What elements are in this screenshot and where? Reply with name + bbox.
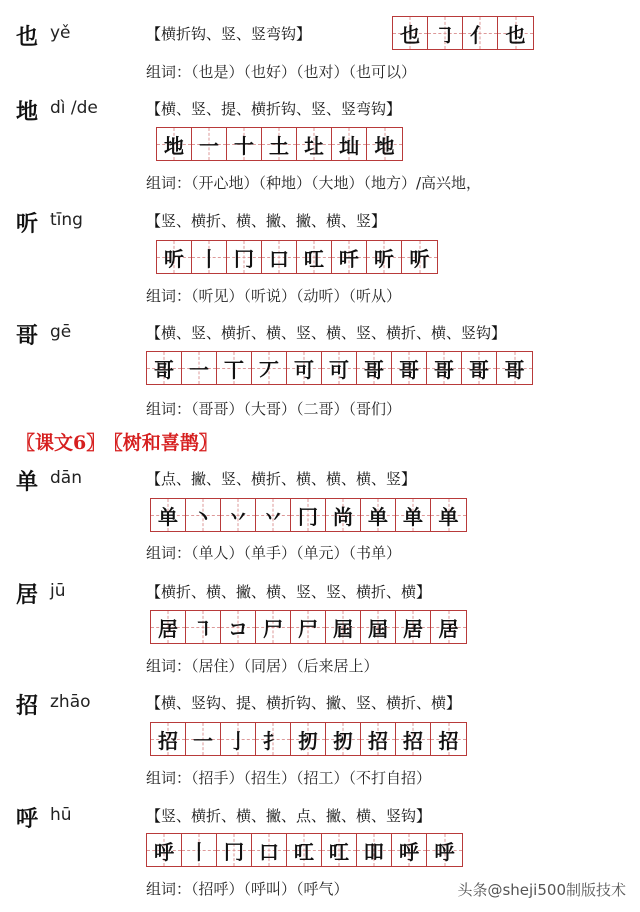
entry-strokes: 【横、竖、提、横折钩、竖、竖弯钩】	[146, 100, 402, 118]
stroke-grid	[150, 610, 467, 644]
stroke-grid	[150, 498, 467, 532]
stroke-step: 地	[367, 128, 402, 160]
entry-pinyin: zhāo	[50, 692, 91, 712]
stroke-step: 圵	[297, 128, 332, 160]
stroke-grid	[146, 833, 463, 867]
entry-strokes: 【横折、横、撇、横、竖、竖、横折、横】	[146, 583, 432, 601]
entry-words: 组词：（招手）（招生）（招工）（不打自招）	[146, 769, 432, 787]
entry-strokes: 【横、竖、横折、横、竖、横、竖、横折、横、竖钩】	[146, 324, 507, 342]
stroke-step: 可	[287, 352, 322, 384]
stroke-step: 哥	[392, 352, 427, 384]
stroke-step: 招	[396, 723, 431, 755]
stroke-step: 也	[393, 17, 428, 49]
entry-words: 组词：（哥哥）（大哥）（二哥）（哥们）	[146, 400, 402, 418]
entry-words: 组词：（居住）（同居）（后来居上）	[146, 657, 379, 675]
entry-character: 招	[16, 693, 39, 719]
stroke-step: 招	[431, 723, 466, 755]
stroke-step: 丅	[217, 352, 252, 384]
stroke-step: 丷	[221, 499, 256, 531]
stroke-step: コ	[221, 611, 256, 643]
entry-words: 组词：（开心地）（种地）（大地）（地方）/高兴地，	[146, 174, 482, 192]
stroke-step: 招	[151, 723, 186, 755]
watermark: 头条@sheji500制版技术	[457, 881, 626, 899]
entry-pinyin: tīng	[50, 210, 83, 230]
stroke-step: 冂	[217, 834, 252, 866]
entry-pinyin: dān	[50, 468, 82, 488]
stroke-step: 单	[431, 499, 466, 531]
stroke-step: 单	[396, 499, 431, 531]
entry-words: 组词：（招呼）（呼叫）（呼气）	[146, 880, 349, 898]
stroke-step: 听	[157, 241, 192, 273]
stroke-step: 尸	[256, 611, 291, 643]
stroke-step: 圸	[332, 128, 367, 160]
stroke-step: 一	[186, 723, 221, 755]
stroke-step: 扌	[256, 723, 291, 755]
stroke-step: 吀	[332, 241, 367, 273]
stroke-step: 口	[262, 241, 297, 273]
entry-character: 呼	[16, 806, 39, 832]
stroke-step: 叿	[297, 241, 332, 273]
entry-words: 组词：（也是）（也好）（也对）（也可以）	[146, 63, 417, 81]
stroke-step: 叿	[287, 834, 322, 866]
entry-strokes: 【横折钩、竖、竖弯钩】	[146, 25, 312, 43]
stroke-step: 亅	[221, 723, 256, 755]
stroke-grid	[146, 351, 533, 385]
stroke-step: 屆	[361, 611, 396, 643]
stroke-step: 招	[361, 723, 396, 755]
stroke-step: 听	[367, 241, 402, 273]
stroke-step: 居	[396, 611, 431, 643]
stroke-step: 土	[262, 128, 297, 160]
lesson-title: 〖树和喜鹊〗	[113, 432, 218, 454]
entry-character: 听	[16, 211, 39, 237]
stroke-step: 丨	[182, 834, 217, 866]
stroke-step: 丨	[192, 241, 227, 273]
stroke-step: 叿	[322, 834, 357, 866]
stroke-step: 扨	[326, 723, 361, 755]
lesson-label: 〖课文6〗	[16, 432, 106, 454]
stroke-step: 哥	[497, 352, 532, 384]
stroke-step: 哥	[357, 352, 392, 384]
entry-strokes: 【竖、横折、横、撇、点、撇、横、竖钩】	[146, 807, 432, 825]
stroke-step: 居	[431, 611, 466, 643]
entry-character: 单	[16, 469, 39, 495]
stroke-step: 一	[192, 128, 227, 160]
entry-character: 也	[16, 24, 39, 50]
stroke-step: 哥	[427, 352, 462, 384]
stroke-step: 尚	[326, 499, 361, 531]
stroke-step: 居	[151, 611, 186, 643]
entry-pinyin: hū	[50, 805, 72, 825]
stroke-step: 一	[182, 352, 217, 384]
entry-words: 组词：（单人）（单手）（单元）（书单）	[146, 544, 402, 562]
entry-pinyin: gē	[50, 322, 72, 342]
stroke-step: 丆	[252, 352, 287, 384]
stroke-step: 听	[402, 241, 437, 273]
entry-words: 组词：（听见）（听说）（动听）（听从）	[146, 287, 402, 305]
entry-strokes: 【横、竖钩、提、横折钩、撇、竖、横折、横】	[146, 694, 462, 712]
stroke-grid	[156, 127, 403, 161]
stroke-step: 呼	[392, 834, 427, 866]
stroke-grid	[392, 16, 534, 50]
stroke-step: 可	[322, 352, 357, 384]
stroke-step: 尸	[291, 611, 326, 643]
stroke-step: 哥	[147, 352, 182, 384]
stroke-step: ㇆	[428, 17, 463, 49]
entry-pinyin: jū	[50, 581, 66, 601]
entry-pinyin: yě	[50, 23, 71, 43]
entry-character: 居	[16, 582, 39, 608]
stroke-step: 丷	[256, 499, 291, 531]
stroke-step: 地	[157, 128, 192, 160]
stroke-step: 单	[361, 499, 396, 531]
stroke-step: 丶	[186, 499, 221, 531]
stroke-grid	[156, 240, 438, 274]
stroke-step: 吅	[357, 834, 392, 866]
entry-strokes: 【竖、横折、横、撇、撇、横、竖】	[146, 212, 387, 230]
entry-pinyin: dì /de	[50, 98, 98, 118]
stroke-step: ㇕	[186, 611, 221, 643]
lesson-heading	[16, 428, 218, 455]
stroke-grid	[150, 722, 467, 756]
stroke-step: 冂	[227, 241, 262, 273]
stroke-step: 扨	[291, 723, 326, 755]
stroke-step: 呼	[147, 834, 182, 866]
entry-character: 哥	[16, 323, 39, 349]
stroke-step: 口	[252, 834, 287, 866]
stroke-step: 呼	[427, 834, 462, 866]
stroke-step: 屆	[326, 611, 361, 643]
stroke-step: 冂	[291, 499, 326, 531]
stroke-step: 也	[498, 17, 533, 49]
stroke-step: 十	[227, 128, 262, 160]
stroke-step: 哥	[462, 352, 497, 384]
entry-character: 地	[16, 99, 39, 125]
stroke-step: ⺅	[463, 17, 498, 49]
stroke-step: 单	[151, 499, 186, 531]
entry-strokes: 【点、撇、竖、横折、横、横、横、竖】	[146, 470, 417, 488]
